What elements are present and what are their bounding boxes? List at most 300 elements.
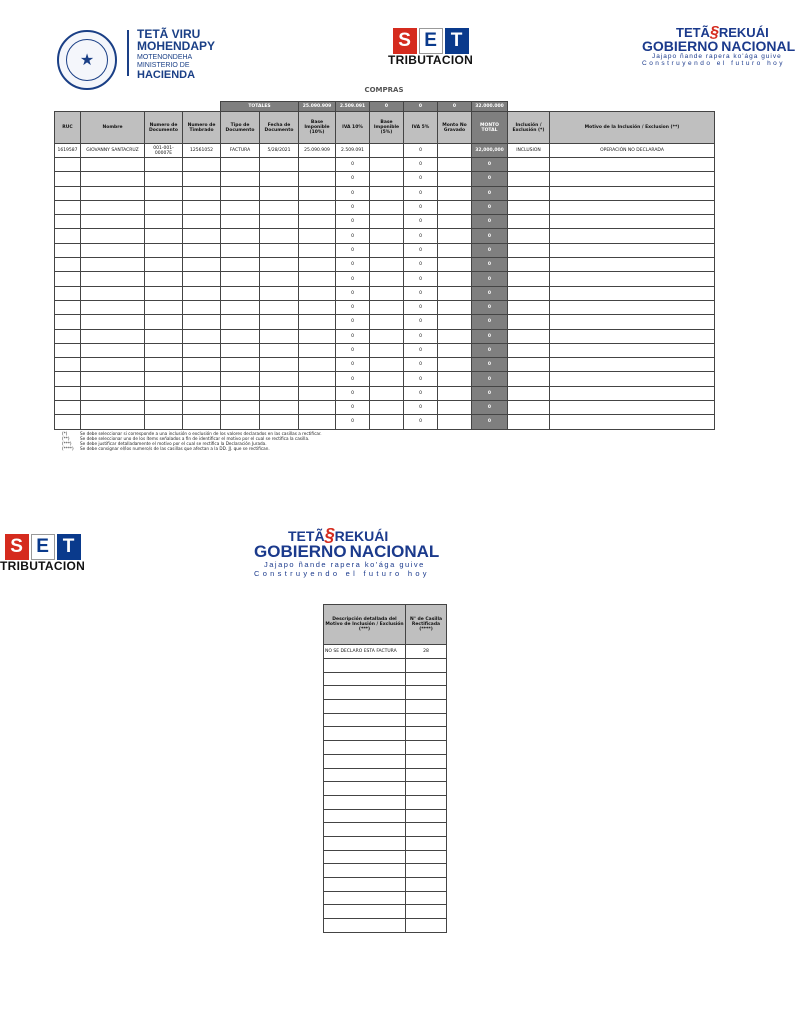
- empty-cell[interactable]: [438, 229, 472, 243]
- empty-cell[interactable]: [299, 200, 336, 214]
- empty-cell[interactable]: [370, 329, 404, 343]
- empty-cell[interactable]: 0: [404, 343, 438, 357]
- empty-cell[interactable]: [370, 300, 404, 314]
- empty-cell[interactable]: [324, 836, 406, 850]
- empty-cell[interactable]: 0: [336, 243, 370, 257]
- empty-cell[interactable]: [81, 272, 145, 286]
- empty-cell[interactable]: [145, 401, 183, 415]
- empty-cell[interactable]: 0: [336, 329, 370, 343]
- empty-cell[interactable]: [145, 386, 183, 400]
- empty-cell[interactable]: [508, 258, 550, 272]
- empty-cell[interactable]: [299, 343, 336, 357]
- empty-cell[interactable]: 0: [336, 300, 370, 314]
- empty-cell[interactable]: [260, 343, 299, 357]
- empty-cell[interactable]: [55, 315, 81, 329]
- empty-cell[interactable]: [406, 823, 447, 837]
- empty-cell[interactable]: [370, 215, 404, 229]
- empty-cell[interactable]: [145, 215, 183, 229]
- empty-cell[interactable]: [438, 315, 472, 329]
- empty-cell[interactable]: [324, 727, 406, 741]
- cell-numero-timbrado[interactable]: 12561052: [183, 144, 221, 158]
- empty-cell[interactable]: [145, 243, 183, 257]
- empty-cell[interactable]: [81, 158, 145, 172]
- empty-cell[interactable]: [299, 386, 336, 400]
- empty-cell[interactable]: [508, 300, 550, 314]
- empty-cell[interactable]: [299, 329, 336, 343]
- empty-cell[interactable]: [406, 891, 447, 905]
- empty-cell[interactable]: [324, 686, 406, 700]
- empty-cell[interactable]: [406, 672, 447, 686]
- cell-descripcion[interactable]: NO SE DECLARO ESTA FACTURA: [324, 645, 406, 659]
- cell-base-5[interactable]: [370, 144, 404, 158]
- empty-cell[interactable]: [55, 229, 81, 243]
- empty-cell[interactable]: [81, 300, 145, 314]
- empty-cell[interactable]: [145, 343, 183, 357]
- empty-cell[interactable]: 0: [472, 386, 508, 400]
- cell-casilla[interactable]: 28: [406, 645, 447, 659]
- empty-cell[interactable]: [55, 386, 81, 400]
- empty-cell[interactable]: [508, 158, 550, 172]
- empty-cell[interactable]: [145, 415, 183, 429]
- empty-cell[interactable]: 0: [336, 229, 370, 243]
- empty-cell[interactable]: [508, 415, 550, 429]
- empty-cell[interactable]: [81, 358, 145, 372]
- empty-cell[interactable]: [438, 172, 472, 186]
- empty-cell[interactable]: [299, 215, 336, 229]
- empty-cell[interactable]: [438, 200, 472, 214]
- empty-cell[interactable]: [260, 329, 299, 343]
- empty-cell[interactable]: 0: [404, 415, 438, 429]
- empty-cell[interactable]: [508, 329, 550, 343]
- empty-cell[interactable]: 0: [404, 372, 438, 386]
- empty-cell[interactable]: [550, 158, 715, 172]
- empty-cell[interactable]: [299, 172, 336, 186]
- empty-cell[interactable]: [221, 372, 260, 386]
- empty-cell[interactable]: 0: [336, 186, 370, 200]
- empty-cell[interactable]: [324, 782, 406, 796]
- empty-cell[interactable]: [221, 158, 260, 172]
- empty-cell[interactable]: [81, 229, 145, 243]
- empty-cell[interactable]: [550, 372, 715, 386]
- empty-cell[interactable]: [324, 659, 406, 673]
- empty-cell[interactable]: 0: [472, 358, 508, 372]
- empty-cell[interactable]: 0: [472, 243, 508, 257]
- empty-cell[interactable]: [406, 795, 447, 809]
- empty-cell[interactable]: 0: [336, 215, 370, 229]
- empty-cell[interactable]: [550, 401, 715, 415]
- empty-cell[interactable]: [370, 172, 404, 186]
- empty-cell[interactable]: [324, 850, 406, 864]
- empty-cell[interactable]: [221, 272, 260, 286]
- empty-cell[interactable]: [183, 329, 221, 343]
- cell-no-gravado[interactable]: [438, 144, 472, 158]
- empty-cell[interactable]: [55, 243, 81, 257]
- empty-cell[interactable]: [183, 286, 221, 300]
- empty-cell[interactable]: [221, 386, 260, 400]
- empty-cell[interactable]: [406, 836, 447, 850]
- empty-cell[interactable]: [406, 686, 447, 700]
- empty-cell[interactable]: [145, 258, 183, 272]
- empty-cell[interactable]: 0: [336, 172, 370, 186]
- empty-cell[interactable]: 0: [472, 315, 508, 329]
- empty-cell[interactable]: [508, 215, 550, 229]
- empty-cell[interactable]: [260, 358, 299, 372]
- empty-cell[interactable]: [324, 713, 406, 727]
- empty-cell[interactable]: [438, 258, 472, 272]
- cell-nombre[interactable]: GIOVANNY SANTACRUZ: [81, 144, 145, 158]
- empty-cell[interactable]: 0: [404, 158, 438, 172]
- empty-cell[interactable]: [406, 700, 447, 714]
- empty-cell[interactable]: [145, 300, 183, 314]
- empty-cell[interactable]: 0: [336, 258, 370, 272]
- empty-cell[interactable]: [260, 401, 299, 415]
- empty-cell[interactable]: [183, 415, 221, 429]
- empty-cell[interactable]: [550, 315, 715, 329]
- empty-cell[interactable]: [81, 243, 145, 257]
- empty-cell[interactable]: [81, 329, 145, 343]
- empty-cell[interactable]: [299, 286, 336, 300]
- empty-cell[interactable]: 0: [404, 329, 438, 343]
- empty-cell[interactable]: [406, 768, 447, 782]
- empty-cell[interactable]: [81, 215, 145, 229]
- empty-cell[interactable]: [299, 300, 336, 314]
- empty-cell[interactable]: [406, 850, 447, 864]
- empty-cell[interactable]: [183, 243, 221, 257]
- empty-cell[interactable]: [550, 286, 715, 300]
- empty-cell[interactable]: [55, 415, 81, 429]
- empty-cell[interactable]: [55, 215, 81, 229]
- empty-cell[interactable]: [145, 172, 183, 186]
- empty-cell[interactable]: 0: [336, 158, 370, 172]
- empty-cell[interactable]: [260, 386, 299, 400]
- empty-cell[interactable]: [145, 315, 183, 329]
- empty-cell[interactable]: [55, 300, 81, 314]
- empty-cell[interactable]: [324, 864, 406, 878]
- empty-cell[interactable]: [438, 343, 472, 357]
- empty-cell[interactable]: [438, 300, 472, 314]
- empty-cell[interactable]: [260, 258, 299, 272]
- empty-cell[interactable]: [406, 727, 447, 741]
- empty-cell[interactable]: [183, 272, 221, 286]
- empty-cell[interactable]: [221, 215, 260, 229]
- cell-base-10[interactable]: 25.090.909: [299, 144, 336, 158]
- empty-cell[interactable]: [324, 823, 406, 837]
- empty-cell[interactable]: 0: [404, 386, 438, 400]
- empty-cell[interactable]: [299, 358, 336, 372]
- empty-cell[interactable]: [81, 286, 145, 300]
- empty-cell[interactable]: 0: [472, 200, 508, 214]
- empty-cell[interactable]: [438, 272, 472, 286]
- empty-cell[interactable]: [370, 200, 404, 214]
- empty-cell[interactable]: [406, 741, 447, 755]
- empty-cell[interactable]: [221, 358, 260, 372]
- empty-cell[interactable]: [145, 186, 183, 200]
- empty-cell[interactable]: [183, 229, 221, 243]
- empty-cell[interactable]: [324, 919, 406, 933]
- empty-cell[interactable]: 0: [404, 258, 438, 272]
- empty-cell[interactable]: 0: [472, 401, 508, 415]
- empty-cell[interactable]: 0: [404, 300, 438, 314]
- empty-cell[interactable]: [299, 229, 336, 243]
- empty-cell[interactable]: [406, 713, 447, 727]
- cell-tipo-documento[interactable]: FACTURA: [221, 144, 260, 158]
- empty-cell[interactable]: [370, 158, 404, 172]
- empty-cell[interactable]: [324, 768, 406, 782]
- empty-cell[interactable]: [299, 243, 336, 257]
- empty-cell[interactable]: [55, 200, 81, 214]
- empty-cell[interactable]: [183, 343, 221, 357]
- empty-cell[interactable]: [550, 300, 715, 314]
- empty-cell[interactable]: 0: [472, 229, 508, 243]
- empty-cell[interactable]: [260, 300, 299, 314]
- cell-fecha-documento[interactable]: 5/28/2021: [260, 144, 299, 158]
- empty-cell[interactable]: [438, 401, 472, 415]
- empty-cell[interactable]: [81, 186, 145, 200]
- empty-cell[interactable]: [550, 229, 715, 243]
- empty-cell[interactable]: [550, 172, 715, 186]
- empty-cell[interactable]: 0: [472, 272, 508, 286]
- empty-cell[interactable]: [260, 229, 299, 243]
- empty-cell[interactable]: [370, 229, 404, 243]
- empty-cell[interactable]: [221, 229, 260, 243]
- empty-cell[interactable]: [370, 272, 404, 286]
- empty-cell[interactable]: 0: [336, 372, 370, 386]
- empty-cell[interactable]: [299, 186, 336, 200]
- empty-cell[interactable]: [438, 243, 472, 257]
- empty-cell[interactable]: [550, 272, 715, 286]
- empty-cell[interactable]: [55, 358, 81, 372]
- empty-cell[interactable]: [550, 186, 715, 200]
- empty-cell[interactable]: [221, 401, 260, 415]
- empty-cell[interactable]: [81, 343, 145, 357]
- empty-cell[interactable]: [260, 315, 299, 329]
- empty-cell[interactable]: [299, 272, 336, 286]
- empty-cell[interactable]: [438, 186, 472, 200]
- empty-cell[interactable]: [145, 286, 183, 300]
- empty-cell[interactable]: 0: [404, 272, 438, 286]
- empty-cell[interactable]: [55, 186, 81, 200]
- empty-cell[interactable]: [324, 672, 406, 686]
- empty-cell[interactable]: [221, 329, 260, 343]
- empty-cell[interactable]: 0: [336, 358, 370, 372]
- empty-cell[interactable]: 0: [336, 272, 370, 286]
- empty-cell[interactable]: [55, 372, 81, 386]
- empty-cell[interactable]: [81, 172, 145, 186]
- empty-cell[interactable]: 0: [404, 315, 438, 329]
- empty-cell[interactable]: [508, 401, 550, 415]
- empty-cell[interactable]: [55, 343, 81, 357]
- empty-cell[interactable]: [508, 186, 550, 200]
- empty-cell[interactable]: [183, 372, 221, 386]
- empty-cell[interactable]: [299, 372, 336, 386]
- empty-cell[interactable]: [438, 415, 472, 429]
- empty-cell[interactable]: [550, 415, 715, 429]
- empty-cell[interactable]: 0: [472, 172, 508, 186]
- empty-cell[interactable]: [438, 329, 472, 343]
- empty-cell[interactable]: 0: [472, 215, 508, 229]
- empty-cell[interactable]: [260, 200, 299, 214]
- empty-cell[interactable]: [299, 158, 336, 172]
- empty-cell[interactable]: [438, 372, 472, 386]
- empty-cell[interactable]: 0: [472, 415, 508, 429]
- empty-cell[interactable]: [145, 200, 183, 214]
- empty-cell[interactable]: [145, 358, 183, 372]
- empty-cell[interactable]: [324, 891, 406, 905]
- empty-cell[interactable]: [550, 329, 715, 343]
- empty-cell[interactable]: [299, 415, 336, 429]
- empty-cell[interactable]: [370, 258, 404, 272]
- empty-cell[interactable]: 0: [472, 258, 508, 272]
- empty-cell[interactable]: [221, 315, 260, 329]
- empty-cell[interactable]: 0: [472, 286, 508, 300]
- empty-cell[interactable]: [370, 243, 404, 257]
- empty-cell[interactable]: [260, 215, 299, 229]
- empty-cell[interactable]: 0: [336, 401, 370, 415]
- empty-cell[interactable]: [221, 286, 260, 300]
- cell-motivo[interactable]: OPERACIÓN NO DECLARADA: [550, 144, 715, 158]
- empty-cell[interactable]: [55, 258, 81, 272]
- empty-cell[interactable]: [260, 415, 299, 429]
- empty-cell[interactable]: 0: [404, 200, 438, 214]
- empty-cell[interactable]: [81, 315, 145, 329]
- empty-cell[interactable]: [183, 401, 221, 415]
- empty-cell[interactable]: [406, 809, 447, 823]
- empty-cell[interactable]: [221, 258, 260, 272]
- empty-cell[interactable]: [438, 158, 472, 172]
- empty-cell[interactable]: [260, 243, 299, 257]
- empty-cell[interactable]: [550, 258, 715, 272]
- cell-iva-5[interactable]: 0: [404, 144, 438, 158]
- empty-cell[interactable]: [324, 741, 406, 755]
- empty-cell[interactable]: 0: [472, 343, 508, 357]
- empty-cell[interactable]: [183, 358, 221, 372]
- empty-cell[interactable]: [221, 343, 260, 357]
- empty-cell[interactable]: [183, 158, 221, 172]
- empty-cell[interactable]: 0: [336, 386, 370, 400]
- empty-cell[interactable]: [370, 386, 404, 400]
- empty-cell[interactable]: [406, 919, 447, 933]
- empty-cell[interactable]: [55, 158, 81, 172]
- empty-cell[interactable]: 0: [336, 200, 370, 214]
- empty-cell[interactable]: [508, 286, 550, 300]
- empty-cell[interactable]: [508, 200, 550, 214]
- empty-cell[interactable]: [183, 386, 221, 400]
- empty-cell[interactable]: [550, 358, 715, 372]
- cell-numero-documento[interactable]: 001-001-00007E: [145, 144, 183, 158]
- empty-cell[interactable]: 0: [472, 186, 508, 200]
- empty-cell[interactable]: 0: [404, 186, 438, 200]
- empty-cell[interactable]: [370, 358, 404, 372]
- empty-cell[interactable]: [260, 172, 299, 186]
- empty-cell[interactable]: [260, 272, 299, 286]
- empty-cell[interactable]: [221, 243, 260, 257]
- empty-cell[interactable]: 0: [472, 329, 508, 343]
- empty-cell[interactable]: [145, 372, 183, 386]
- empty-cell[interactable]: [260, 372, 299, 386]
- empty-cell[interactable]: [370, 286, 404, 300]
- empty-cell[interactable]: [370, 343, 404, 357]
- cell-ruc[interactable]: 1619587: [55, 144, 81, 158]
- empty-cell[interactable]: [221, 186, 260, 200]
- empty-cell[interactable]: [550, 215, 715, 229]
- empty-cell[interactable]: 0: [404, 286, 438, 300]
- empty-cell[interactable]: [221, 300, 260, 314]
- cell-inclusion[interactable]: INCLUSION: [508, 144, 550, 158]
- empty-cell[interactable]: [324, 754, 406, 768]
- empty-cell[interactable]: [550, 243, 715, 257]
- empty-cell[interactable]: [550, 343, 715, 357]
- empty-cell[interactable]: [406, 864, 447, 878]
- empty-cell[interactable]: 0: [404, 229, 438, 243]
- empty-cell[interactable]: [260, 286, 299, 300]
- empty-cell[interactable]: [299, 258, 336, 272]
- empty-cell[interactable]: [81, 258, 145, 272]
- empty-cell[interactable]: [183, 300, 221, 314]
- empty-cell[interactable]: 0: [336, 286, 370, 300]
- empty-cell[interactable]: [370, 186, 404, 200]
- cell-iva-10[interactable]: 2.509.091: [336, 144, 370, 158]
- empty-cell[interactable]: [550, 200, 715, 214]
- empty-cell[interactable]: 0: [472, 158, 508, 172]
- empty-cell[interactable]: [370, 372, 404, 386]
- empty-cell[interactable]: [55, 286, 81, 300]
- empty-cell[interactable]: [406, 905, 447, 919]
- empty-cell[interactable]: [508, 172, 550, 186]
- empty-cell[interactable]: 0: [336, 415, 370, 429]
- empty-cell[interactable]: [260, 186, 299, 200]
- empty-cell[interactable]: [55, 272, 81, 286]
- empty-cell[interactable]: 0: [404, 172, 438, 186]
- empty-cell[interactable]: [508, 386, 550, 400]
- empty-cell[interactable]: [324, 795, 406, 809]
- empty-cell[interactable]: [183, 186, 221, 200]
- empty-cell[interactable]: 0: [404, 401, 438, 415]
- empty-cell[interactable]: [81, 415, 145, 429]
- empty-cell[interactable]: [299, 401, 336, 415]
- empty-cell[interactable]: [221, 415, 260, 429]
- empty-cell[interactable]: [438, 358, 472, 372]
- empty-cell[interactable]: [438, 386, 472, 400]
- empty-cell[interactable]: [145, 229, 183, 243]
- empty-cell[interactable]: [81, 200, 145, 214]
- empty-cell[interactable]: [183, 172, 221, 186]
- empty-cell[interactable]: 0: [336, 315, 370, 329]
- empty-cell[interactable]: [438, 215, 472, 229]
- empty-cell[interactable]: [221, 172, 260, 186]
- empty-cell[interactable]: [183, 200, 221, 214]
- empty-cell[interactable]: [145, 272, 183, 286]
- empty-cell[interactable]: [508, 243, 550, 257]
- empty-cell[interactable]: [221, 200, 260, 214]
- empty-cell[interactable]: [508, 343, 550, 357]
- empty-cell[interactable]: 0: [472, 372, 508, 386]
- empty-cell[interactable]: [508, 315, 550, 329]
- empty-cell[interactable]: [406, 878, 447, 892]
- empty-cell[interactable]: [183, 315, 221, 329]
- empty-cell[interactable]: [324, 700, 406, 714]
- empty-cell[interactable]: [324, 878, 406, 892]
- empty-cell[interactable]: [81, 386, 145, 400]
- empty-cell[interactable]: 0: [336, 343, 370, 357]
- empty-cell[interactable]: [183, 258, 221, 272]
- empty-cell[interactable]: [406, 782, 447, 796]
- empty-cell[interactable]: [324, 809, 406, 823]
- empty-cell[interactable]: [438, 286, 472, 300]
- empty-cell[interactable]: [370, 401, 404, 415]
- empty-cell[interactable]: [183, 215, 221, 229]
- empty-cell[interactable]: [81, 401, 145, 415]
- empty-cell[interactable]: [406, 659, 447, 673]
